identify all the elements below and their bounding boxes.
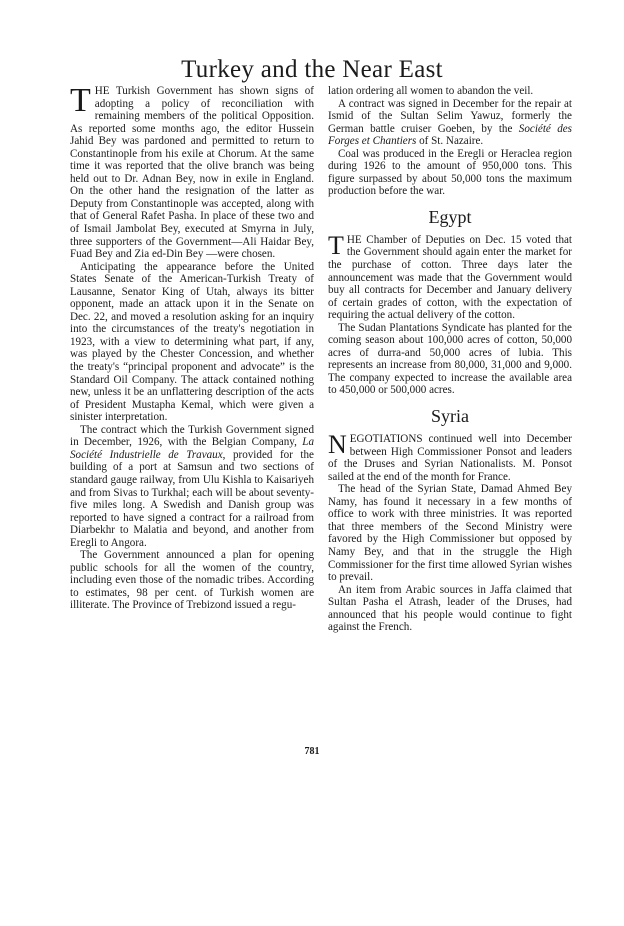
turkey-paragraph-6 xyxy=(328,98,572,148)
drop-cap: T xyxy=(328,230,344,260)
egypt-heading: Egypt xyxy=(428,206,472,227)
page-number: 781 xyxy=(304,746,320,757)
paragraph-text: , provided for the building of a port at Samsun and two sections of standard gauge railway, from Ulu Kishla to Kaisariyeh and from Sivas to Turkhal; each will be about seventy-five miles long. A Swedish and Danish group was reported to have signed a contract for a railroad from Diarbekhr to Malatia and beyond, and another from Eregli to Angora. xyxy=(70,448,314,549)
paragraph-text: The contract which the Turkish Government signed in December, 1926, with the Belgian Company, xyxy=(70,423,314,449)
turkey-paragraph-4: The Government announced a plan for opening public schools for all the women of the country, including even those of the nomadic tribes. According to estimates, 98 per cent. of Turkish women are illiterate. The Province of Trebizond issued a regu- xyxy=(70,549,314,612)
syria-paragraph-2: The head of the Syrian State, Damad Ahmed Bey Namy, has found it necessary in a few months of office to work with three ministries. It was reported that three members of the Second Ministry were favored by the High Commissioner but opposed by Namy Bey, and that in the struggle the High Commissioner for the first time allowed Syrian wishes to prevail. xyxy=(328,483,572,584)
page-title: Turkey and the Near East xyxy=(181,56,443,83)
right-column xyxy=(328,85,572,634)
egypt-paragraph-1 xyxy=(328,230,572,322)
syria-paragraph-3: An item from Arabic sources in Jaffa claimed that Sultan Pasha el Atrash, leader of the Druses, had announced that his people would continue to fight against the French. xyxy=(328,583,572,634)
company-name-italic: La Société Industrielle de Travaux xyxy=(70,436,314,461)
drop-cap: T xyxy=(70,82,91,119)
turkey-paragraph-1 xyxy=(70,82,314,261)
left-column xyxy=(70,82,314,612)
paragraph-text: A contract was signed in December for the repair at Ismid of the Sultan Selim Yawuz, formerly the German battle cruiser Goeben, by the xyxy=(328,97,572,135)
turkey-paragraph-3 xyxy=(70,424,314,549)
turkey-paragraph-5: lation ordering all women to abandon the veil. xyxy=(328,85,534,97)
paragraph-text: HE Turkish Government has shown signs of adopting a policy of reconciliation with remaining members of the political Opposition. As reported some months ago, the editor Hussein Jahid Bey was pardoned and permitted to return to Constantinople from his exile at Chorum. At the same time it was reported that the olive branch was being held out to Dr. Adnan Bey, now in exile in England. On the other hand the resignation of the latter as Deputy from Constantinople was accepted, along with that of General Rafet Pasha. In place of these two and of Ismail Jambolat Bey, executed at Smyrna in July, three supporters of the Government—Ali Haidar Bey, Fuad Bey and Zia ed-Din Bey —were chosen. xyxy=(70,85,314,261)
syria-paragraph-1 xyxy=(328,430,572,483)
turkey-paragraph-7: Coal was produced in the Eregli or Heraclea region during 1926 to the amount of 950,000 tons. This figure surpassed by about 50,000 tons the maximum production before the war. xyxy=(328,147,572,198)
company-name-italic: Société des Forges et Chantiers xyxy=(328,122,572,148)
egypt-paragraph-2: The Sudan Plantations Syndicate has planted for the coming season about 100,000 acres of cotton, 50,000 acres of durra-and 50,000 acres of lubia. This represents an increase from 80,000, 31,000 and 9,000. The company expected to increase the available area to 450,000 or 500,000 acres. xyxy=(328,321,572,397)
drop-cap: N xyxy=(328,430,347,460)
turkey-paragraph-2: Anticipating the appearance before the United States Senate of the American-Turkish Treaty of Lausanne, Senator King of Utah, always its bitter opponent, made an attack upon it in the Senate on Dec. 22, and moved a resolution asking for an inquiry into the circumstances of the treaty's negotiation in 1923, with a view to determining what part, if any, was played by the Chester Concession, and whether the treaty's “principal proponent and advocate” is the Standard Oil Company. The attack contained nothing new, unless it be an unflattering description of the acts of President Mustapha Kemal, which were given a sinister interpretation. xyxy=(70,260,314,424)
paragraph-text: HE Chamber of Deputies on Dec. 15 voted that the Government should again enter the market for the purchase of cotton. Three days later the announcement was made that the Government would buy all contracts for December and January delivery of certain grades of cotton, with the expectation of requiring the actual delivery of the cotton. xyxy=(328,233,572,322)
paragraph-text: EGOTIATIONS continued well into December between High Commissioner Ponsot and leaders of the Druses and Syrian Nationalists. M. Ponsot sailed at the end of the month for France. xyxy=(328,433,572,483)
paragraph-text: of St. Nazaire. xyxy=(416,135,484,148)
syria-heading: Syria xyxy=(431,406,469,427)
